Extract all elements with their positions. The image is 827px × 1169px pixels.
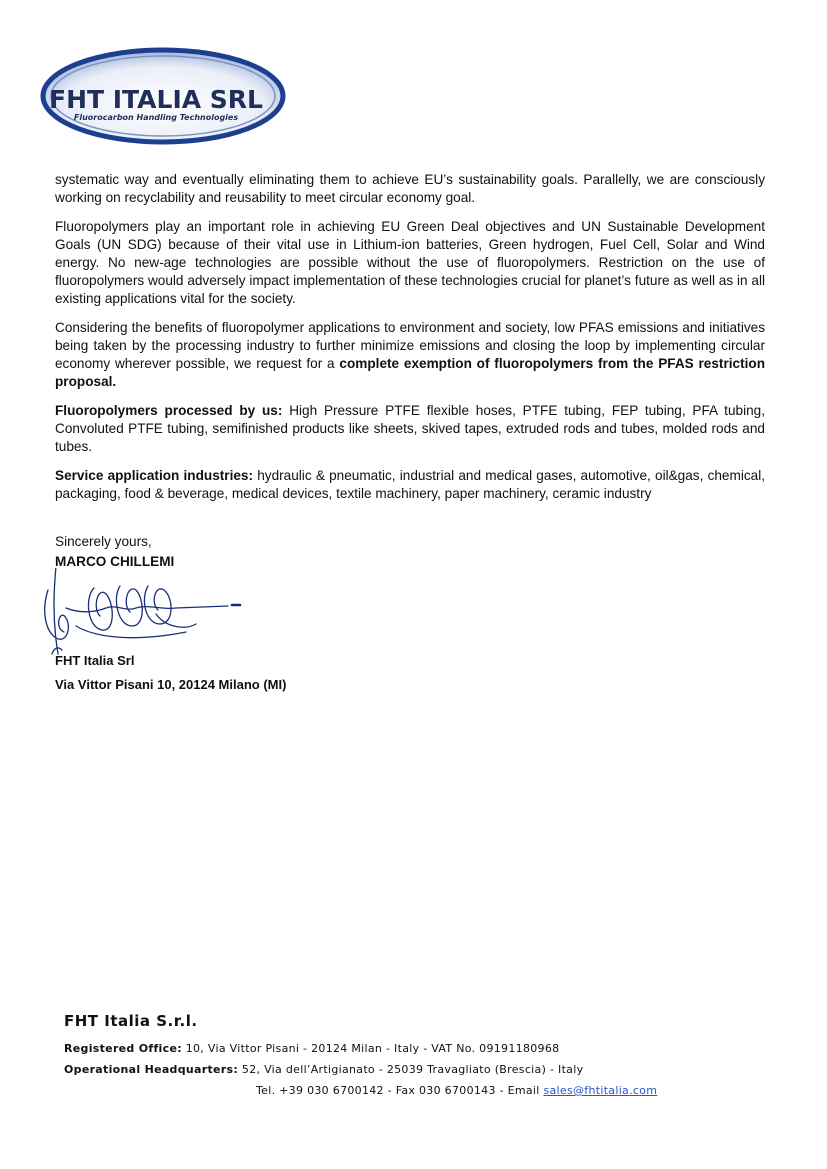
operational-hq-line	[64, 1059, 764, 1080]
closing-block	[55, 533, 174, 571]
letter-body	[55, 171, 765, 514]
company-address: Via Vittor Pisani 10, 20124 Milano (MI)	[55, 677, 287, 692]
contact-text: Tel. +39 030 6700142 - Fax 030 6700143 - Email	[256, 1084, 544, 1097]
company-logo	[38, 46, 288, 146]
registered-office-line	[64, 1038, 764, 1059]
logo-name: FHT ITALIA SRL	[49, 85, 263, 114]
signatory-name: MARCO CHILLEMI	[55, 554, 175, 569]
salutation: Sincerely yours,	[55, 534, 152, 549]
products-text: High Pressure PTFE flexible hoses, PTFE tubing, FEP tubing, PFA tubing, Convoluted PTFE tubing, semifinished products like sheets, skived tapes, extruded rods and tubes, molded rods and tubes.	[55, 403, 765, 454]
request-emphasis: complete exemption of fluoropolymers from the PFAS restriction proposal.	[55, 356, 765, 389]
footer-company-name: FHT Italia S.r.l.	[64, 1012, 198, 1030]
signature-company-block	[55, 649, 286, 697]
registered-office-text: 10, Via Vittor Pisani - 20124 Milan - Italy - VAT No. 09191180968	[181, 1042, 560, 1055]
paragraph-industries	[55, 467, 765, 503]
logo-tagline: Fluorocarbon Handling Technologies	[73, 113, 239, 122]
industries-label: Service application industries:	[55, 468, 254, 483]
operational-hq-label: Operational Headquarters:	[64, 1063, 239, 1076]
paragraph-products	[55, 402, 765, 456]
paragraph-green-deal: Fluoropolymers play an important role in achieving EU Green Deal objectives and UN Sustainable Development Goals (UN SDG) because of their vital use in Lithium-ion batteries, Green hydrogen, Fuel Cell, Solar and Wind energy. No new-age technologies are possible without the use of fluoropolymers. Restriction on the use of fluoropolymers would adversely impact implementation of these technologies crucial for planet’s future as well as in all existing applications vital for the society.	[55, 219, 765, 306]
letterhead-footer	[64, 1012, 764, 1101]
products-label: Fluoropolymers processed by us:	[55, 403, 283, 418]
registered-office-label: Registered Office:	[64, 1042, 182, 1055]
handwritten-signature	[36, 568, 256, 658]
paragraph-request	[55, 319, 765, 391]
contact-line	[64, 1080, 764, 1101]
company-name: FHT Italia Srl	[55, 653, 135, 668]
industries-text: hydraulic & pneumatic, industrial and medical gases, automotive, oil&gas, chemical, packaging, food & beverage, medical devices, textile machinery, paper machinery, ceramic industry	[55, 468, 765, 501]
operational-hq-text: 52, Via dell’Artigianato - 25039 Travagliato (Brescia) - Italy	[238, 1063, 584, 1076]
paragraph-intro: systematic way and eventually eliminating them to achieve EU’s sustainability goals. Parallelly, we are consciously working on recyclability and reusability to meet circular economy goal.	[55, 172, 765, 205]
request-text: Considering the benefits of fluoropolymer applications to environment and society, low PFAS emissions and initiatives being taken by the processing industry to further minimize emissions and closing the loop by implementing circular economy wherever possible, we request for a	[55, 320, 765, 371]
email-link[interactable]: sales@fhtitalia.com	[543, 1084, 658, 1097]
